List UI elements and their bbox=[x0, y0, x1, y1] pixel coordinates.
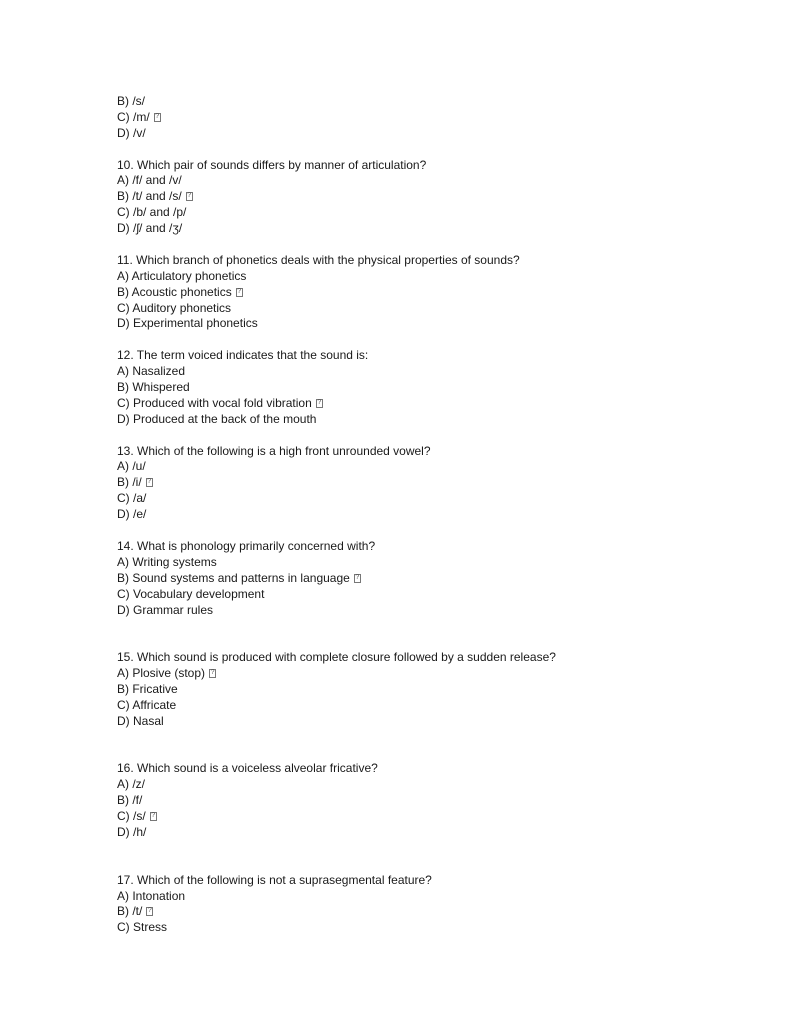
question-text: 12. The term voiced indicates that the sound is: bbox=[117, 348, 369, 363]
option-text: C) /m/ bbox=[117, 109, 150, 124]
spacer bbox=[117, 332, 737, 348]
option-text: C) Vocabulary development bbox=[117, 586, 265, 601]
option-text: C) Affricate bbox=[117, 697, 177, 712]
answer-option bbox=[117, 412, 737, 428]
document-body bbox=[117, 94, 737, 936]
answer-option bbox=[117, 920, 737, 936]
question-block bbox=[117, 444, 737, 523]
answer-option bbox=[117, 666, 737, 682]
spacer bbox=[117, 142, 737, 158]
answer-marker-icon bbox=[154, 113, 161, 122]
answer-option bbox=[117, 269, 737, 285]
option-text: C) /a/ bbox=[117, 491, 147, 506]
question-block bbox=[117, 158, 737, 237]
question-text: 14. What is phonology primarily concerned with? bbox=[117, 538, 376, 553]
answer-option bbox=[117, 396, 737, 412]
spacer bbox=[117, 237, 737, 253]
answer-option bbox=[117, 682, 737, 698]
spacer bbox=[117, 428, 737, 444]
option-text: B) /f/ bbox=[117, 793, 143, 808]
answer-option bbox=[117, 889, 737, 905]
option-text: D) /v/ bbox=[117, 125, 146, 140]
option-text: B) /t/ bbox=[117, 904, 143, 919]
answer-marker-icon bbox=[146, 907, 153, 916]
question-block bbox=[117, 539, 737, 618]
question-block bbox=[117, 253, 737, 332]
answer-option bbox=[117, 507, 737, 523]
option-text: C) /s/ bbox=[117, 809, 146, 824]
answer-marker-icon bbox=[316, 399, 323, 408]
option-text: D) Produced at the back of the mouth bbox=[117, 411, 317, 426]
answer-option bbox=[117, 491, 737, 507]
answer-option bbox=[117, 698, 737, 714]
answer-marker-icon bbox=[146, 478, 153, 487]
option-text: A) /u/ bbox=[117, 459, 146, 474]
answer-option bbox=[117, 603, 737, 619]
answer-marker-icon bbox=[209, 669, 216, 678]
question-list bbox=[117, 158, 737, 937]
answer-option bbox=[117, 189, 737, 205]
option-text: C) Stress bbox=[117, 920, 168, 935]
answer-option bbox=[117, 285, 737, 301]
option-text: A) Intonation bbox=[117, 888, 186, 903]
answer-option bbox=[117, 126, 737, 142]
option-text: A) Writing systems bbox=[117, 554, 217, 569]
answer-option bbox=[117, 809, 737, 825]
answer-option bbox=[117, 825, 737, 841]
option-text: B) /i/ bbox=[117, 475, 142, 490]
question-block bbox=[117, 348, 737, 427]
option-text: A) Plosive (stop) bbox=[117, 666, 206, 681]
spacer bbox=[117, 841, 737, 873]
option-text: B) /t/ and /s/ bbox=[117, 189, 182, 204]
option-text: B) Sound systems and patterns in language bbox=[117, 570, 350, 585]
answer-option bbox=[117, 110, 737, 126]
answer-option bbox=[117, 205, 737, 221]
question-text: 15. Which sound is produced with complete closure followed by a sudden release? bbox=[117, 650, 556, 665]
option-text: D) Grammar rules bbox=[117, 602, 214, 617]
question-text: 17. Which of the following is not a suprasegmental feature? bbox=[117, 872, 432, 887]
spacer bbox=[117, 618, 737, 650]
answer-option bbox=[117, 301, 737, 317]
answer-option bbox=[117, 904, 737, 920]
option-text: A) /f/ and /v/ bbox=[117, 173, 182, 188]
option-text: B) /s/ bbox=[117, 94, 146, 108]
spacer bbox=[117, 730, 737, 762]
answer-option bbox=[117, 380, 737, 396]
option-text: A) Articulatory phonetics bbox=[117, 268, 247, 283]
answer-option bbox=[117, 173, 737, 189]
answer-option bbox=[117, 459, 737, 475]
option-text: C) Auditory phonetics bbox=[117, 300, 232, 315]
answer-option bbox=[117, 714, 737, 730]
option-text: D) /ʃ/ and /ʒ/ bbox=[117, 221, 183, 236]
answer-option bbox=[117, 475, 737, 491]
question-text: 11. Which branch of phonetics deals with the physical properties of sounds? bbox=[117, 252, 520, 267]
option-text: B) Acoustic phonetics bbox=[117, 284, 232, 299]
option-text: A) Nasalized bbox=[117, 364, 186, 379]
option-text: B) Whispered bbox=[117, 380, 190, 395]
option-text: D) Nasal bbox=[117, 713, 164, 728]
answer-option bbox=[117, 316, 737, 332]
option-text: D) /h/ bbox=[117, 825, 147, 839]
question-text: 16. Which sound is a voiceless alveolar fricative? bbox=[117, 761, 378, 776]
carryover-options bbox=[117, 94, 737, 142]
answer-option bbox=[117, 555, 737, 571]
answer-option bbox=[117, 777, 737, 793]
answer-marker-icon bbox=[150, 812, 157, 821]
question-block bbox=[117, 873, 737, 937]
question-text: 10. Which pair of sounds differs by manner of articulation? bbox=[117, 157, 427, 172]
answer-option bbox=[117, 364, 737, 380]
option-text: C) Produced with vocal fold vibration bbox=[117, 395, 312, 410]
option-text: C) /b/ and /p/ bbox=[117, 205, 187, 220]
option-text: D) Experimental phonetics bbox=[117, 316, 258, 331]
option-text: B) Fricative bbox=[117, 681, 178, 696]
option-text: A) /z/ bbox=[117, 777, 146, 792]
answer-marker-icon bbox=[236, 288, 243, 297]
answer-marker-icon bbox=[186, 192, 193, 201]
answer-option bbox=[117, 571, 737, 587]
answer-option bbox=[117, 793, 737, 809]
spacer bbox=[117, 523, 737, 539]
question-block bbox=[117, 761, 737, 840]
answer-marker-icon bbox=[354, 574, 361, 583]
answer-option bbox=[117, 221, 737, 237]
question-block bbox=[117, 650, 737, 729]
answer-option bbox=[117, 94, 737, 110]
question-text: 13. Which of the following is a high front unrounded vowel? bbox=[117, 443, 431, 458]
answer-option bbox=[117, 587, 737, 603]
option-text: D) /e/ bbox=[117, 507, 147, 522]
